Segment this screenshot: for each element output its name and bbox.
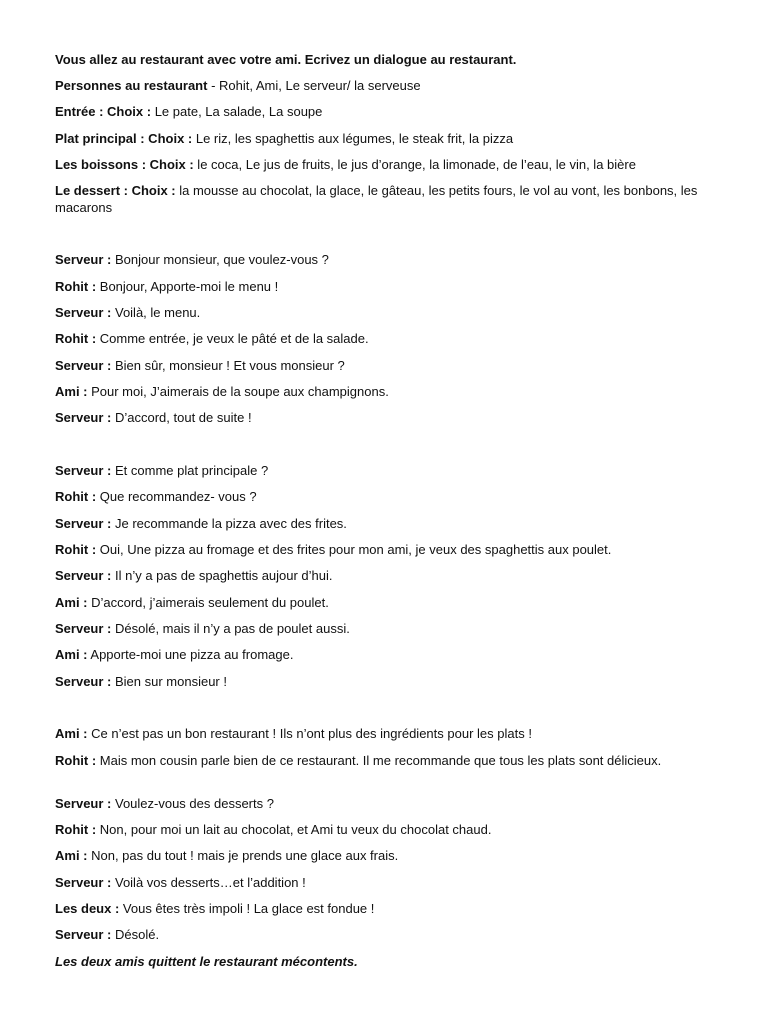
dialogue-line <box>55 515 720 532</box>
utterance: Non, pas du tout ! mais je prends une glace aux frais. <box>87 848 399 863</box>
utterance: Désolé, mais il n’y a pas de poulet aussi. <box>111 621 350 636</box>
dialogue-line <box>55 278 720 295</box>
dialogue-line <box>55 567 720 584</box>
utterance: Non, pour moi un lait au chocolat, et Ami tu veux du chocolat chaud. <box>96 822 492 837</box>
utterance: D’accord, j’aimerais seulement du poulet. <box>87 595 329 610</box>
dessert-value: la mousse au chocolat, la glace, le gâteau, les petits fours, le vol au vont, les bonbons, les macarons <box>55 183 698 215</box>
utterance: Voilà, le menu. <box>111 305 201 320</box>
utterance: Il n’y a pas de spaghettis aujour d’hui. <box>111 568 333 583</box>
utterance: Voulez-vous des desserts ? <box>111 796 274 811</box>
dialogue-line <box>55 795 720 812</box>
speaker: Serveur : <box>55 875 112 890</box>
utterance: Pour moi, J’aimerais de la soupe aux champignons. <box>87 384 389 399</box>
dialogue-line <box>55 357 720 374</box>
plat-label: Plat principal : Choix : <box>55 131 193 146</box>
utterance: Je recommande la pizza avec des frites. <box>111 516 347 531</box>
dialogue-line <box>55 488 720 505</box>
instructions-title-text: Vous allez au restaurant avec votre ami. Ecrivez un dialogue au restaurant. <box>55 52 517 67</box>
speaker: Rohit : <box>55 753 97 768</box>
dialogue-line <box>55 330 720 347</box>
closing-line: Les deux amis quittent le restaurant mécontents. <box>55 954 358 969</box>
entree-value: Le pate, La salade, La soupe <box>151 104 323 119</box>
dialogue-line <box>55 874 720 891</box>
dialogue-line <box>55 409 720 426</box>
speaker: Serveur : <box>55 796 112 811</box>
speaker: Serveur : <box>55 621 112 636</box>
utterance: Oui, Une pizza au fromage et des frites pour mon ami, je veux des spaghettis aux poulet. <box>96 542 612 557</box>
utterance: Comme entrée, je veux le pâté et de la salade. <box>96 331 369 346</box>
speaker: Serveur : <box>55 410 112 425</box>
speaker: Rohit : <box>55 489 97 504</box>
utterance: Bonjour monsieur, que voulez-vous ? <box>111 252 329 267</box>
entree-line <box>55 103 720 120</box>
plat-value: Le riz, les spaghettis aux légumes, le steak frit, la pizza <box>192 131 514 146</box>
speaker: Serveur : <box>55 516 112 531</box>
speaker: Les deux : <box>55 901 120 916</box>
speaker: Ami : <box>55 726 88 741</box>
boissons-line <box>55 156 720 173</box>
speaker: Serveur : <box>55 674 112 689</box>
speaker: Serveur : <box>55 252 112 267</box>
dialogue-line <box>55 251 720 268</box>
dialogue-line <box>55 383 720 400</box>
speaker: Serveur : <box>55 463 112 478</box>
dialogue-line <box>55 847 720 864</box>
utterance: Ce n’est pas un bon restaurant ! Ils n’ont plus des ingrédients pour les plats ! <box>87 726 532 741</box>
utterance: Et comme plat principale ? <box>111 463 269 478</box>
speaker: Serveur : <box>55 305 112 320</box>
utterance: Voilà vos desserts…et l’addition ! <box>111 875 306 890</box>
dialogue-line <box>55 926 720 943</box>
utterance: Vous êtes très impoli ! La glace est fondue ! <box>119 901 375 916</box>
speaker: Ami : <box>55 647 88 662</box>
utterance: Apporte-moi une pizza au fromage. <box>87 647 294 662</box>
dialogue-line <box>55 304 720 321</box>
utterance: Bien sûr, monsieur ! Et vous monsieur ? <box>111 358 345 373</box>
dessert-line <box>55 182 720 216</box>
dialogue-line <box>55 900 720 917</box>
speaker: Serveur : <box>55 358 112 373</box>
speaker: Rohit : <box>55 542 97 557</box>
persons-value: - Rohit, Ami, Le serveur/ la serveuse <box>207 78 421 93</box>
speaker: Ami : <box>55 848 88 863</box>
utterance: Désolé. <box>111 927 160 942</box>
utterance: Bien sur monsieur ! <box>111 674 227 689</box>
entree-label: Entrée : Choix : <box>55 104 152 119</box>
utterance: Bonjour, Apporte-moi le menu ! <box>96 279 279 294</box>
utterance: Que recommandez- vous ? <box>96 489 257 504</box>
persons-label: Personnes au restaurant <box>55 78 208 93</box>
plat-line <box>55 130 720 147</box>
dessert-label: Le dessert : Choix : <box>55 183 176 198</box>
speaker: Rohit : <box>55 279 97 294</box>
dialogue-line <box>55 462 720 479</box>
utterance: Mais mon cousin parle bien de ce restaurant. Il me recommande que tous les plats sont délicieux. <box>96 753 662 768</box>
speaker: Rohit : <box>55 822 97 837</box>
dialogue-line <box>55 620 720 637</box>
speaker: Ami : <box>55 384 88 399</box>
dialogue-line <box>55 673 720 690</box>
speaker: Serveur : <box>55 568 112 583</box>
dialogue-line <box>55 541 720 558</box>
dialogue-line <box>55 725 720 742</box>
speaker: Rohit : <box>55 331 97 346</box>
dialogue-line <box>55 752 720 769</box>
persons-line <box>55 77 720 94</box>
speaker: Serveur : <box>55 927 112 942</box>
dialogue-line <box>55 594 720 611</box>
boissons-value: le coca, Le jus de fruits, le jus d’orange, la limonade, de l’eau, le vin, la bière <box>193 157 636 172</box>
speaker: Ami : <box>55 595 88 610</box>
boissons-label: Les boissons : Choix : <box>55 157 194 172</box>
instructions-title <box>55 51 720 68</box>
dialogue-line <box>55 821 720 838</box>
utterance: D’accord, tout de suite ! <box>111 410 252 425</box>
dialogue-line <box>55 646 720 663</box>
